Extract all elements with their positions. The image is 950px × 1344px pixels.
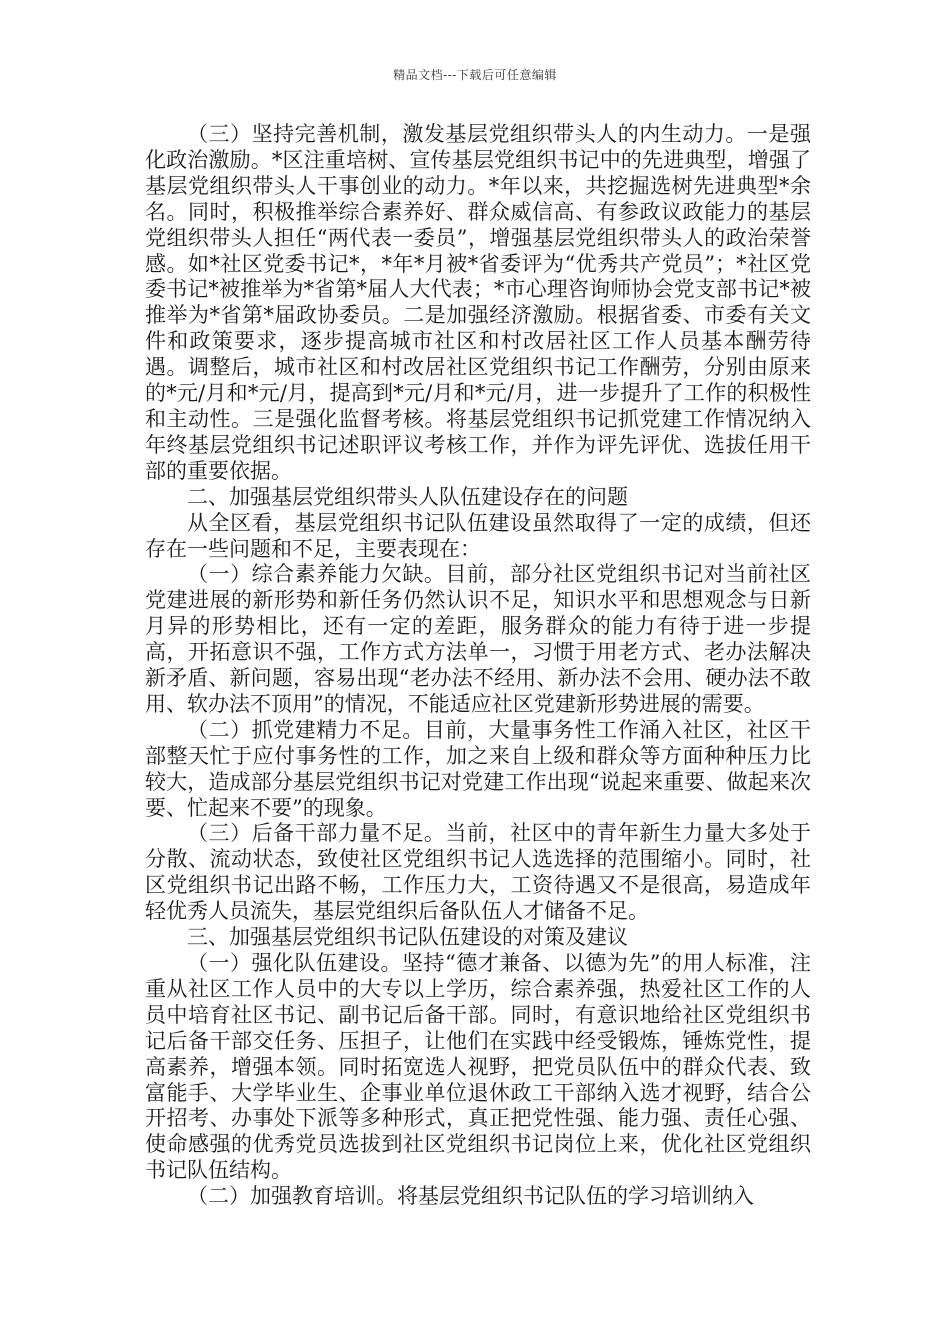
section-heading-2: 二、加强基层党组织带头人队伍建设存在的问题: [187, 484, 628, 509]
paragraph-measure-1: （一）强化队伍建设。坚持“德才兼备、以德为先”的用人标准，注重从社区工作人员中的大专以上学历，综合素养强，热爱社区工作的人员中培育社区书记、副书记后备干部。同时，有意识地给社区党组织书记后备干部交任务、压担子，让他们在实践中经受锻炼，锤炼党性，提高素养，增强本领。同时拓宽选人视野，把党员队伍中的群众代表、致富能手、大学毕业生、企事业单位退休政工干部纳入选才视野，结合公开招考、办事处下派等多种形式，真正把党性强、能力强、责任心强、使命感强的优秀党员选拔到社区党组织书记岗位上来，优化社区党组织书记队伍结构。: [145, 951, 811, 1183]
paragraph-problem-2: （二）抓党建精力不足。目前，大量事务性工作涌入社区，社区干部整天忙于应付事务性的工作，加之来自上级和群众等方面种种压力比较大，造成部分基层党组织书记对党建工作出现“说起来重要、做起来次要、忙起来不要”的现象。: [145, 717, 811, 820]
paragraph-overview: 从全区看，基层党组织书记队伍建设虽然取得了一定的成绩，但还存在一些问题和不足，主要表现在：: [145, 510, 811, 561]
document-body: [145, 122, 811, 1210]
paragraph-problem-1: （一）综合素养能力欠缺。目前，部分社区党组织书记对当前社区党建进展的新形势和新任务仍然认识不足，知识水平和思想观念与日新月异的形势相比，还有一定的差距，服务群众的能力有待于进一步提高，开拓意识不强，工作方式方法单一，习惯于用老方式、老办法解决新矛盾、新问题，容易出现“老办法不经用、新办法不会用、硬办法不敢用、软办法不顶用”的情况，不能适应社区党建新形势进展的需要。: [145, 562, 811, 716]
page-header: 精品文档---下载后可任意编辑: [393, 68, 557, 82]
paragraph-measure-2: （二）加强教育培训。将基层党组织书记队伍的学习培训纳入: [187, 1184, 754, 1209]
section-heading-3: 三、加强基层党组织书记队伍建设的对策及建议: [187, 925, 628, 950]
paragraph-section-1-3: （三）坚持完善机制，激发基层党组织带头人的内生动力。一是强化政治激励。*区注重培树、宣传基层党组织书记中的先进典型，增强了基层党组织带头人干事创业的动力。*年以来，共挖掘选树先进典型*余名。同时，积极推举综合素养好、群众威信高、有参政议政能力的基层党组织带头人担任“两代表一委员”，增强基层党组织带头人的政治荣誉感。如*社区党委书记*，*年*月被*省委评为“优秀共产党员”；*社区党委书记*被推举为*省第*届人大代表；*市心理咨询师协会党支部书记*被推举为*省第*届政协委员。二是加强经济激励。根据省委、市委有关文件和政策要求，逐步提高城市社区和村改居社区工作人员基本酬劳待遇。调整后，城市社区和村改居社区党组织书记工作酬劳，分别由原来的*元/月和*元/月，提高到*元/月和*元/月，进一步提升了工作的积极性和主动性。三是强化监督考核。将基层党组织书记抓党建工作情况纳入年终基层党组织书记述职评议考核工作，并作为评先评优、选拔任用干部的重要依据。: [145, 122, 811, 483]
paragraph-problem-3: （三）后备干部力量不足。当前，社区中的青年新生力量大多处于分散、流动状态，致使社区党组织书记人选选择的范围缩小。同时，社区党组织书记出路不畅，工作压力大，工资待遇又不是很高，易造成年轻优秀人员流失，基层党组织后备队伍人才储备不足。: [145, 821, 811, 924]
